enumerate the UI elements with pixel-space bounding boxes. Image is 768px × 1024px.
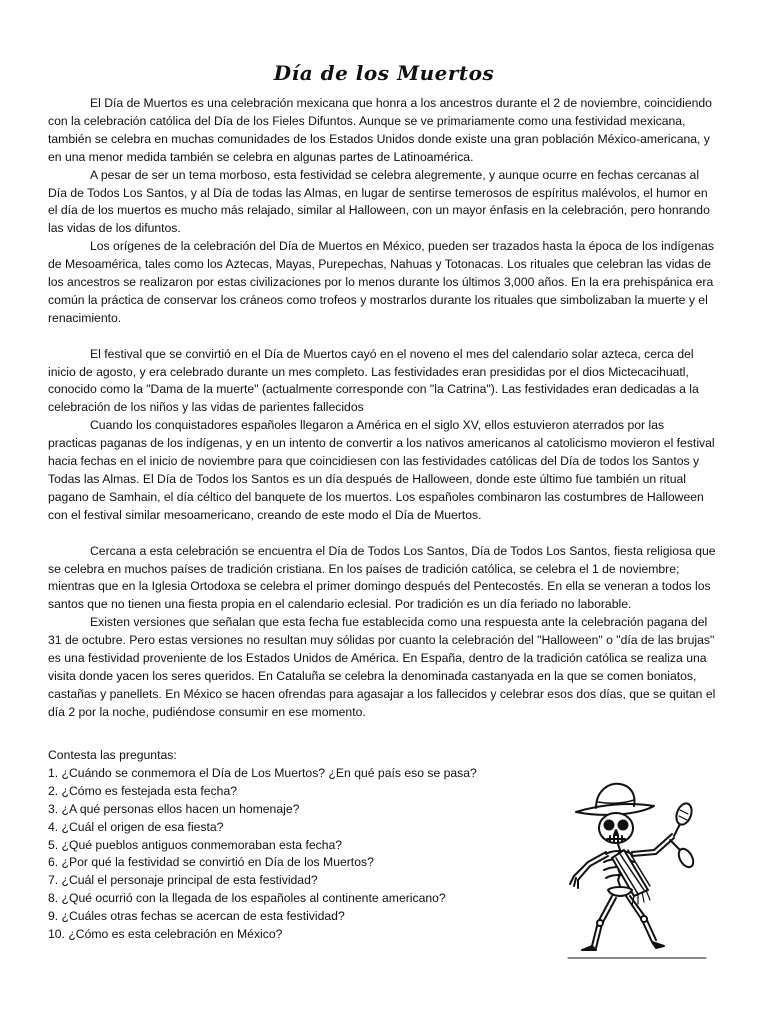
paragraph: Cercana a esta celebración se encuentra el Día de Todos Los Santos, Día de Todos Los Santos, fiesta religiosa que se celebra en muchos países de tradición cristiana. En los países de tradición católica, se celebra el 1 de noviembre; mientras que en la Iglesia Ortodoxa se celebra el primer domingo después del Pentecostés. En ella se veneran a todos los santos que no tienen una fiesta propia en el calendario eclesial. Por tradición es un día feriado no laborable. <box>48 543 716 612</box>
questions-section <box>48 747 477 944</box>
document-title: Día de los Muertos <box>273 61 495 86</box>
paragraph: Los orígenes de la celebración del Día de Muertos en México, pueden ser trazados hasta la época de los indígenas de Mesoamérica, tales como los Aztecas, Mayas, Purepechas, Nahuas y Totonacas. Los rituales que celebran las vidas de los ancestros se realizaron por estas civilizaciones por lo menos durante los últimos 3,000 años. En la era prehispánica era común la práctica de conservar los cráneos como trofeos y mostrarlos durante los rituales que simbolizaban la muerte y el renacimiento. <box>48 239 714 325</box>
question-item: 6. ¿Por qué la festividad se convirtió en Día de los Muertos? <box>48 855 374 870</box>
paragraph: A pesar de ser un tema morboso, esta festividad se celebra alegremente, y aunque ocurre en fechas cercanas al Día de Todos Los Santos, y al Día de todas las Almas, en lugar de sentirse temerosos de espíritus malévolos, el humor en el día de los muertos es mucho más relajado, similar al Halloween, con un mayor énfasis en la celebración, pero honrando las vidas de los difuntos. <box>48 167 710 236</box>
question-item: 10. ¿Cómo es esta celebración en México? <box>48 927 283 942</box>
question-item: 1. ¿Cuándo se conmemora el Día de Los Muertos? ¿En qué país eso se pasa? <box>48 765 477 780</box>
question-item: 9. ¿Cuáles otras fechas se acercan de esta festividad? <box>48 909 345 924</box>
question-item: 2. ¿Cómo es festejada esta fecha? <box>48 783 238 798</box>
questions-list <box>48 765 477 944</box>
question-item: 7. ¿Cuál el personaje principal de esta festividad? <box>48 873 318 888</box>
question-item: 3. ¿A qué personas ellos hacen un homenaje? <box>48 801 300 816</box>
article-body <box>48 95 716 722</box>
question-item: 8. ¿Qué ocurrió con la llegada de los españoles al continente americano? <box>48 891 446 906</box>
dancing-skeleton-sombrero-maracas-icon <box>562 778 712 968</box>
paragraph: Existen versiones que señalan que esta fecha fue establecida como una respuesta ante la celebración pagana del 31 de octubre. Pero estas versiones no resultan muy sólidas por cuanto la celebración del "Halloween" o "día de las brujas" es una festividad proveniente de los Estados Unidos de América. En España, dentro de la tradición católica se realiza una visita donde yacen los seres queridos. En Cataluña se celebra la denominada castanyada en la que se comen boniatos, castañas y panellets. En México se hacen ofrendas para agasajar a los fallecidos y celebrar esos dos días, que se quitan el día 2 por la noche, pudiéndose consumir en ese momento. <box>48 615 716 719</box>
paragraph: Cuando los conquistadores españoles llegaron a América en el siglo XV, ellos estuvieron aterrados por las practicas paganas de los indígenas, y en un intento de convertir a los nativos americanos al catolicismo movieron el festival hacia fechas en el inicio de noviembre para que coincidiesen con las festividades católicas del Día de todos los Santos y Todas las Almas. El Día de Todos los Santos es un día después de Halloween, donde este último fue también un ritual pagano de Samhain, el día céltico del banquete de los muertos. Los españoles combinaron las costumbres de Halloween con el festival similar mesoamericano, creando de este modo el Día de Muertos. <box>48 418 715 522</box>
question-item: 5. ¿Qué pueblos antiguos conmemoraban esta fecha? <box>48 837 343 852</box>
paragraph: El festival que se convirtió en el Día de Muertos cayó en el noveno el mes del calendario solar azteca, cerca del inicio de agosto, y era celebrado durante un mes completo. Las festividades eran presididas por el dios Mictecacihuatl, conocido como la "Dama de la muerte" (actualmente corresponde con "la Catrina"). Las festividades eran dedicadas a la celebración de los niños y las vidas de parientes fallecidos <box>48 346 699 415</box>
questions-heading: Contesta las preguntas: <box>48 748 177 762</box>
question-item: 4. ¿Cuál el origen de esa fiesta? <box>48 819 224 834</box>
paragraph: El Día de Muertos es una celebración mexicana que honra a los ancestros durante el 2 de noviembre, coincidiendo con la celebración católica del Día de los Fieles Difuntos. Aunque se ve primariamente como una festividad mexicana, también se celebra en muchas comunidades de los Estados Unidos donde existe una gran población México-americana, y en una menor medida también se celebra en algunas partes de Latinoamérica. <box>48 96 712 164</box>
